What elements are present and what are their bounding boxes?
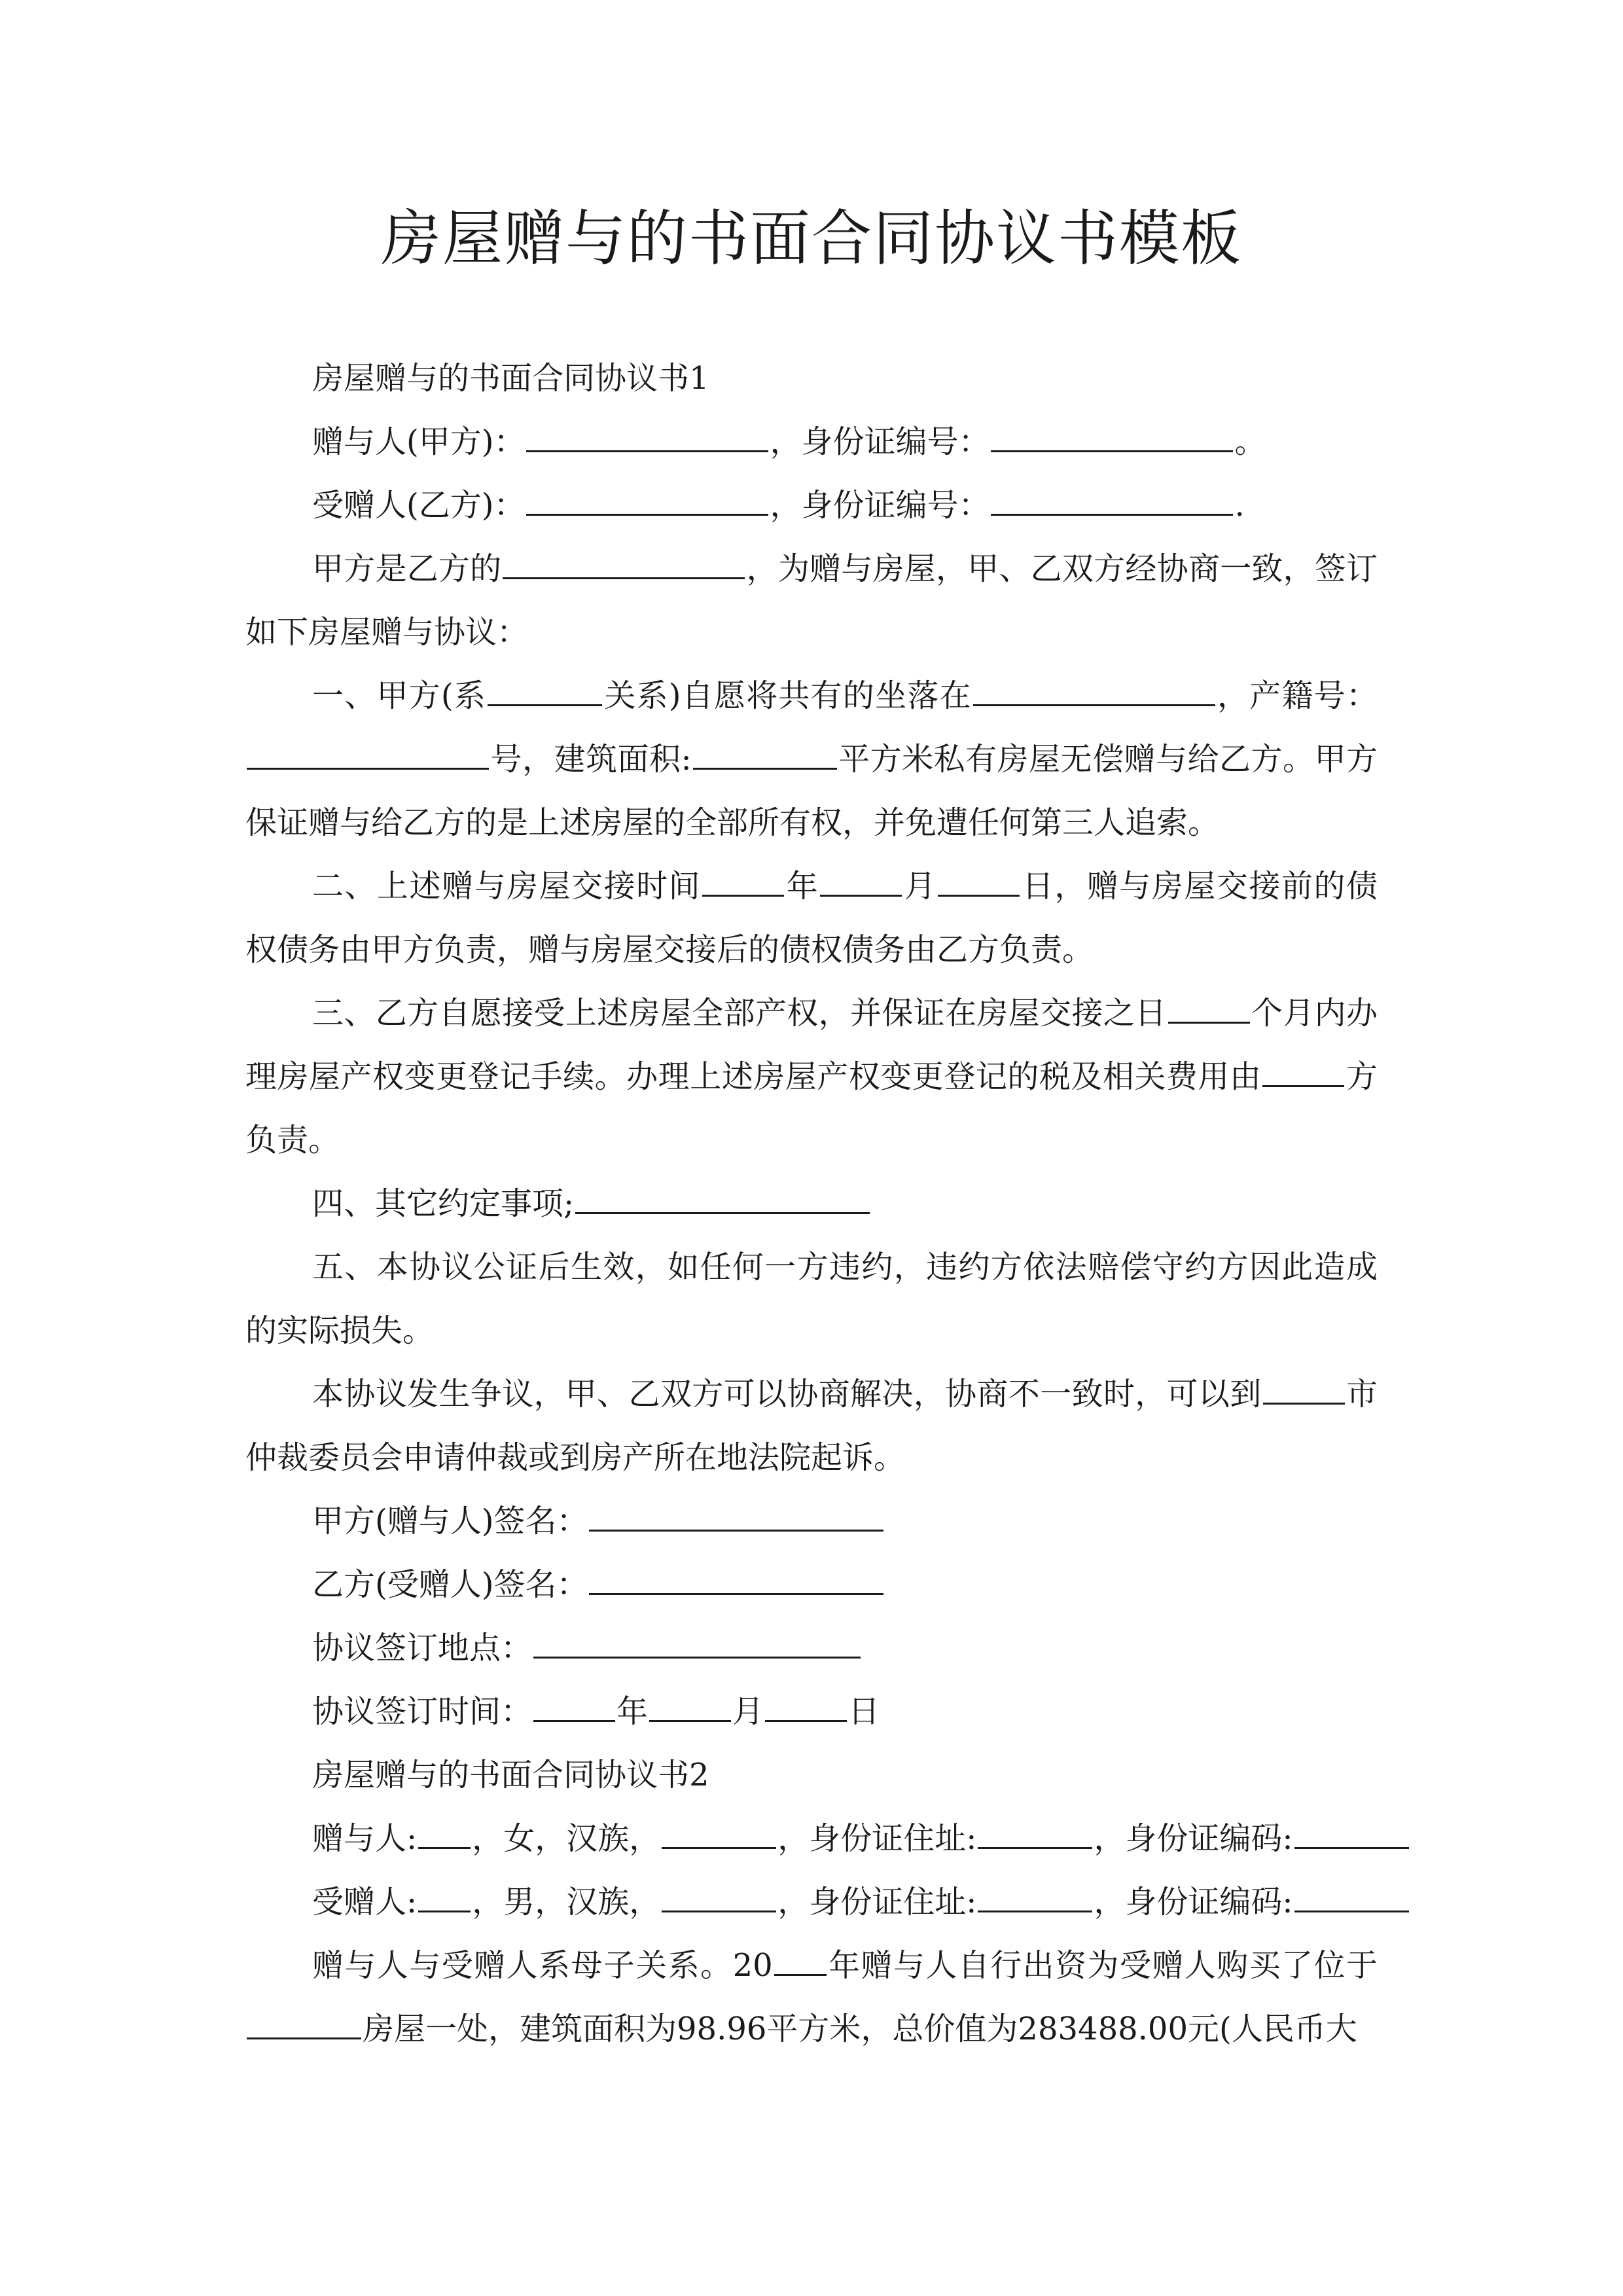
clause2-year: 年: [785, 868, 819, 905]
a2-donor-name-blank: [418, 1821, 471, 1849]
area-blank: [693, 742, 837, 770]
donor-id-blank: [991, 424, 1233, 452]
clause-1: [245, 664, 1378, 855]
a2-donee-label: 受赠人:: [312, 1884, 418, 1920]
clause2-text-b: 日，赠与房屋交接前的债权债务由甲方负责，赠与房屋交接后的债权债务由乙方负责。: [245, 868, 1378, 968]
intro-text-b: ，为赠与房屋，甲、乙双方经协商一致，签订如下房屋赠与协议：: [245, 550, 1378, 651]
sign-b-label: 乙方(受赠人)签名：: [312, 1566, 588, 1603]
dispute-text-a: 本协议发生争议，甲、乙双方可以协商解决，协商不一致时，可以到: [312, 1376, 1262, 1412]
clause4-text: 四、其它约定事项;: [312, 1185, 575, 1222]
a2-donor-label: 赠与人:: [312, 1820, 418, 1857]
handover-day-blank: [938, 869, 1020, 897]
donor-line: [245, 410, 1378, 474]
document-title: 房屋赠与的书面合同协议书模板: [380, 204, 1242, 274]
donor-end: 。: [1234, 423, 1266, 460]
a2-donee-id-blank: [1294, 1884, 1409, 1912]
donee-name-blank: [526, 488, 768, 516]
a2-year-blank: [774, 1948, 827, 1976]
signing-place: [245, 1617, 1378, 1680]
donee-end: .: [1234, 487, 1245, 524]
date-year: 年: [616, 1693, 649, 1730]
agreement1-heading: 房屋赠与的书面合同协议书1: [312, 360, 709, 397]
intro-paragraph: [245, 537, 1378, 664]
date-label: 协议签订时间：: [312, 1693, 533, 1730]
donor-name-blank: [526, 424, 768, 452]
date-day-blank: [765, 1694, 847, 1722]
donee-line: [245, 474, 1378, 537]
a2-donee-mid: ，男，汉族，: [472, 1884, 661, 1920]
signing-date: [245, 1680, 1378, 1744]
signature-party-a: [245, 1490, 1378, 1553]
a2-donor-address-blank: [978, 1821, 1092, 1849]
fee-party-blank: [1262, 1059, 1344, 1087]
dispute-paragraph: [245, 1363, 1378, 1490]
a2-donee-address-label: ，身份证住址:: [777, 1884, 977, 1920]
months-blank: [1168, 996, 1250, 1024]
a2-donor-mid: ，女，汉族，: [472, 1820, 661, 1857]
clause1-relation-blank: [488, 678, 602, 706]
dispute-text-b: 市仲裁委员会申请仲裁或到房产所在地法院起诉。: [245, 1376, 1378, 1476]
clause3-text-c: 方负责。: [245, 1058, 1378, 1158]
sign-a-label: 甲方(赠与人)签名：: [312, 1503, 588, 1539]
agreement2-heading: 房屋赠与的书面合同协议书2: [312, 1757, 709, 1793]
property-no-blank: [247, 742, 489, 770]
date-month-blank: [649, 1694, 731, 1722]
donor-id-label: ，身份证编号：: [770, 423, 990, 460]
a2-donor-id-blank: [1294, 1821, 1409, 1849]
other-terms-blank: [575, 1186, 870, 1214]
donee-id-blank: [991, 488, 1233, 516]
clause1-text-a: 一、甲方(系: [312, 677, 487, 714]
date-month: 月: [732, 1693, 764, 1730]
clause2-month: 月: [903, 868, 937, 905]
a2-donee-id-label: ，身份证编码:: [1094, 1884, 1293, 1920]
donee-id-label: ，身份证编号：: [770, 487, 990, 524]
clause3-text-b: 个月内办理房屋产权变更登记手续。办理上述房屋产权变更登记的税及相关费用由: [245, 995, 1378, 1095]
a2-location-blank: [247, 2011, 361, 2039]
donee-label: 受赠人(乙方)：: [312, 487, 526, 524]
donor-label: 赠与人(甲方)：: [312, 423, 526, 460]
a2-donor-blank-1: [662, 1821, 776, 1849]
a2-relation-a: 赠与人与受赠人系母子关系。20: [312, 1947, 773, 1984]
clause1-text-b: 关系)自愿将共有的坐落在: [603, 677, 972, 714]
intro-text-a: 甲方是乙方的: [312, 550, 502, 587]
handover-year-blank: [702, 869, 784, 897]
clause-2: [245, 855, 1378, 982]
relation-blank: [503, 551, 745, 579]
date-day: 日: [848, 1693, 880, 1730]
place-blank: [533, 1630, 861, 1659]
location-blank: [973, 678, 1215, 706]
clause-4: [245, 1172, 1378, 1236]
a2-donor-address-label: ，身份证住址:: [777, 1820, 977, 1857]
a2-donee-blank-1: [662, 1884, 776, 1912]
a2-relation-paragraph: [245, 1934, 1378, 2061]
clause1-text-d: 号，建筑面积:: [490, 741, 692, 778]
a2-donor-id-label: ，身份证编码:: [1094, 1820, 1293, 1857]
date-year-blank: [533, 1694, 615, 1722]
clause1-text-e: 平方米私有房屋无偿赠与给乙方。甲方保证赠与给乙方的是上述房屋的全部所有权，并免遭任何第三人追索。: [245, 741, 1378, 841]
signature-party-b: [245, 1553, 1378, 1617]
a2-donee-line: [245, 1871, 1378, 1934]
sign-b-blank: [589, 1567, 883, 1595]
a2-relation-c: 房屋一处，建筑面积为98.96平方米，总价值为283488.00元(人民币大: [363, 2011, 1357, 2047]
clause1-text-c: ，产籍号：: [1216, 677, 1378, 714]
place-label: 协议签订地点：: [312, 1630, 533, 1666]
sign-a-blank: [589, 1503, 883, 1532]
clause3-text-a: 三、乙方自愿接受上述房屋全部产权，并保证在房屋交接之日: [312, 995, 1167, 1031]
a2-donee-address-blank: [978, 1884, 1092, 1912]
a2-relation-b: 年赠与人自行出资为受赠人购买了位于: [827, 1947, 1378, 1984]
clause-3: [245, 982, 1378, 1172]
a2-donor-line: [245, 1807, 1378, 1871]
a2-donee-name-blank: [418, 1884, 471, 1912]
document-body: [245, 347, 1378, 2061]
clause2-text-a: 二、上述赠与房屋交接时间: [312, 868, 702, 905]
city-blank: [1263, 1376, 1345, 1405]
handover-month-blank: [820, 869, 902, 897]
clause-5: 五、本协议公证后生效，如任何一方违约，违约方依法赔偿守约方因此造成的实际损失。: [245, 1249, 1378, 1349]
